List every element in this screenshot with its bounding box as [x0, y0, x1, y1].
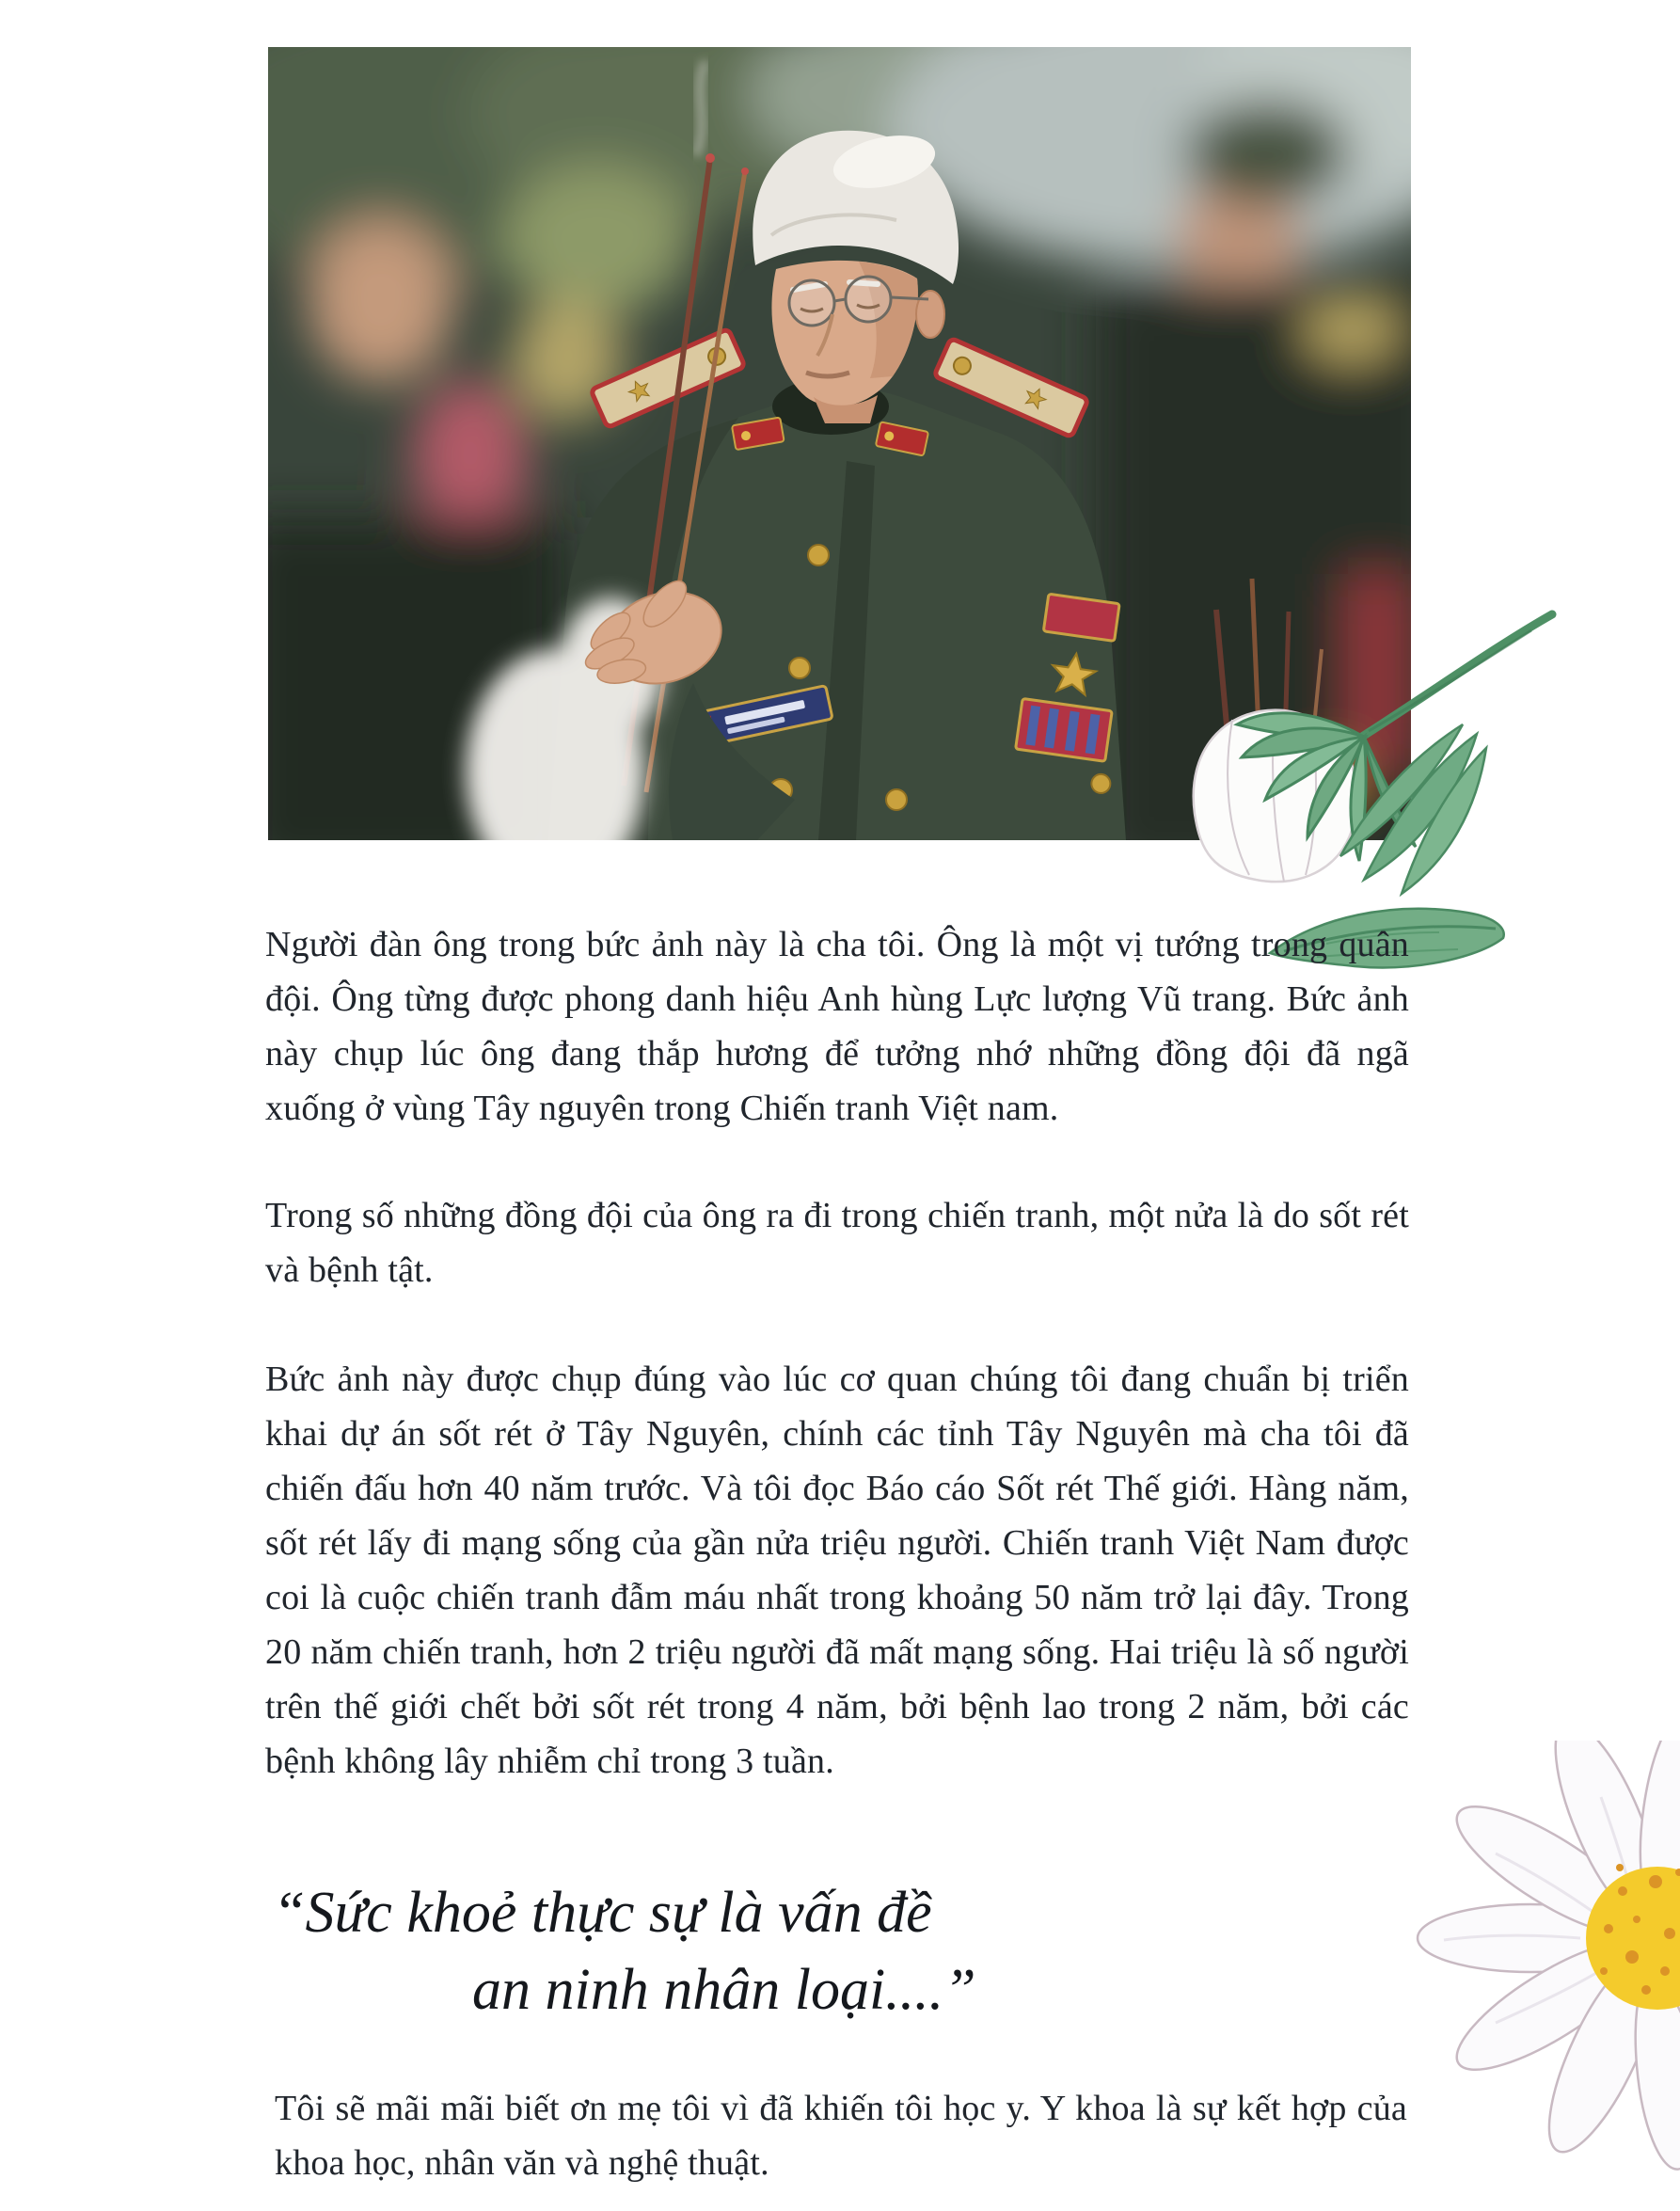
pull-quote-line1: “Sức khoẻ thực sự là vấn đề: [273, 1881, 932, 1945]
pull-quote: [273, 1874, 1308, 2028]
paragraph-2: Trong số những đồng đội của ông ra đi trong chiến tranh, một nửa là do sốt rét và bệnh tật.: [265, 1196, 1409, 1290]
paragraph-1: Người đàn ông trong bức ảnh này là cha tôi. Ông là một vị tướng trong quân đội. Ông từng được phong danh hiệu Anh hùng Lực lượng Vũ trang. Bức ảnh này chụp lúc ông đang thắp hương để tưởng nhớ những đồng đội đã ngã xuống ở vùng Tây nguyên trong Chiến tranh Việt nam.: [265, 925, 1409, 1128]
paragraph-3: Bức ảnh này được chụp đúng vào lúc cơ quan chúng tôi đang chuẩn bị triển khai dự án sốt rét ở Tây Nguyên, chính các tỉnh Tây Nguyên mà cha tôi đã chiến đấu hơn 40 năm trước. Và tôi đọc Báo cáo Sốt rét Thế giới. Hàng năm, sốt rét lấy đi mạng sống của gần nửa triệu người. Chiến tranh Việt Nam được coi là cuộc chiến tranh đẫm máu nhất trong khoảng 50 năm trở lại đây. Trong 20 năm chiến tranh, hơn 2 triệu người đã mất mạng sống. Hai triệu là số người trên thế giới chết bởi sốt rét trong 4 năm, bởi bệnh lao trong 2 năm, bởi các bệnh không lây nhiễm chỉ trong 3 tuần.: [265, 1360, 1409, 1781]
daisy-illustration: [1355, 1741, 1680, 2211]
daisy-canvas: [1355, 1741, 1680, 2211]
pull-quote-line2: an ninh nhân loại....”: [472, 1958, 976, 2022]
closing-paragraph: Tôi sẽ mãi mãi biết ơn mẹ tôi vì đã khiến tôi học y. Y khoa là sự kết hợp của khoa học, nhân văn và nghệ thuật.: [275, 2089, 1407, 2183]
